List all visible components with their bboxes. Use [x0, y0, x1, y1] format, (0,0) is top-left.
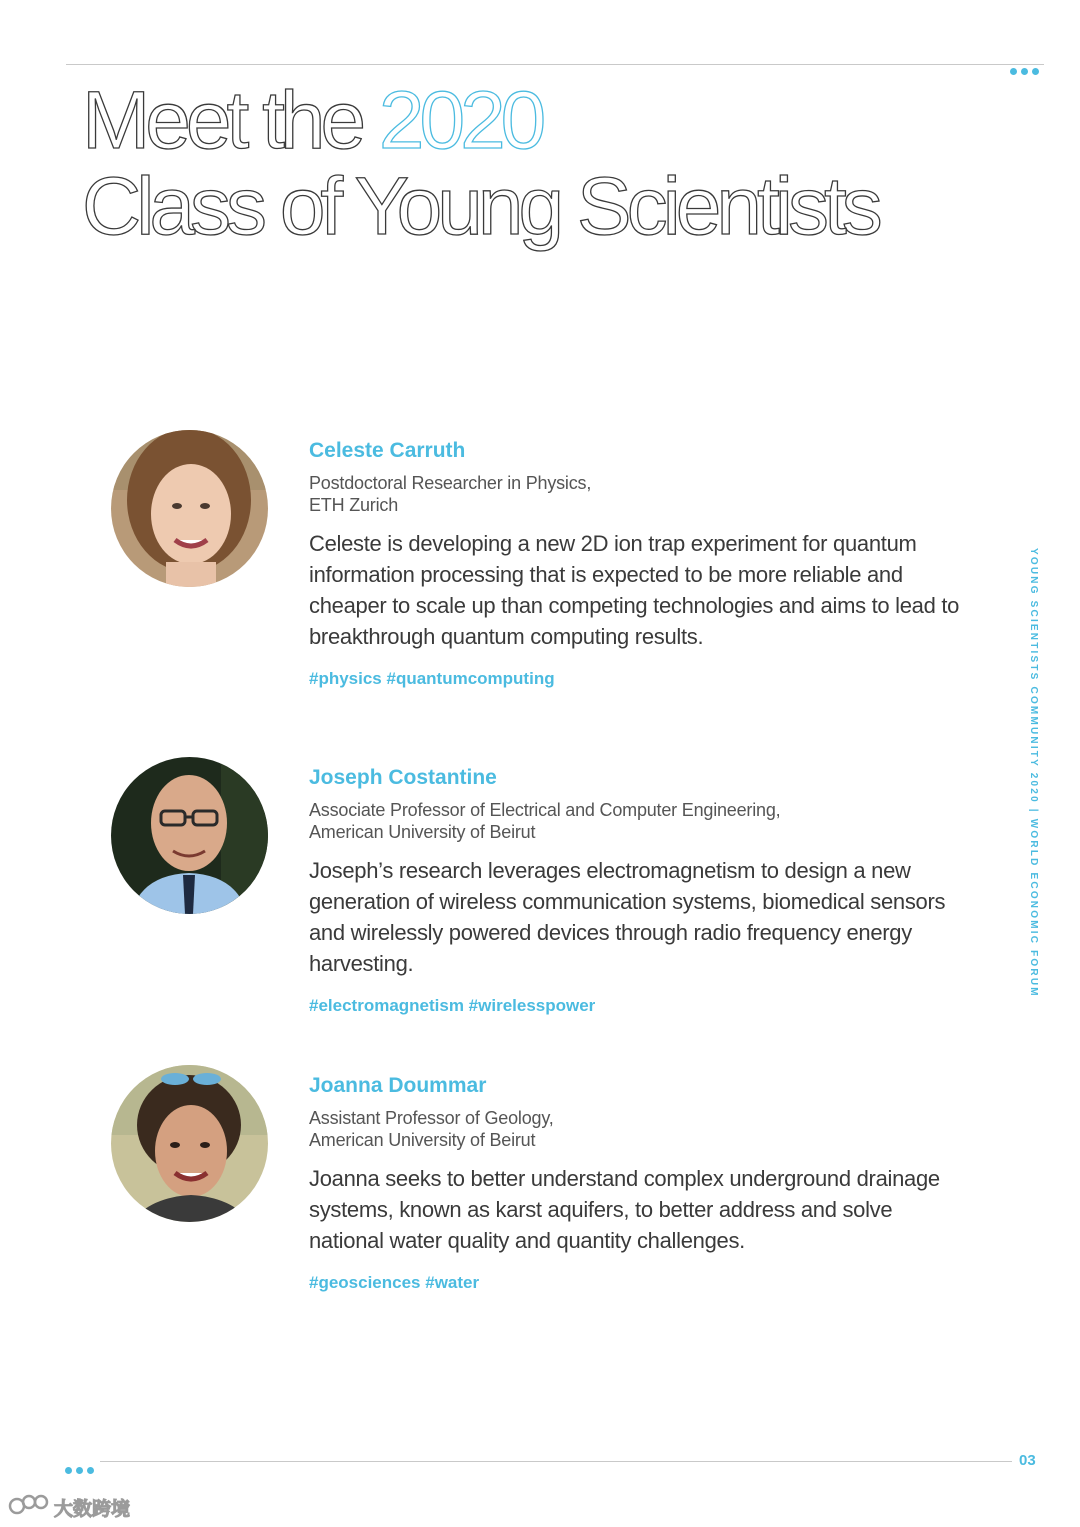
bottom-rule	[100, 1461, 1012, 1462]
dot	[1010, 68, 1017, 75]
profile-tags: #geosciences #water	[309, 1273, 480, 1292]
profile-name: Joseph Costantine	[309, 766, 497, 789]
watermark-logo-icon	[8, 1492, 50, 1523]
profile-info	[309, 765, 969, 1017]
dot	[1032, 68, 1039, 75]
portrait-photo	[111, 757, 268, 914]
title-line2: Class of Young Scientists	[82, 161, 878, 252]
profile-bio: Joseph’s research leverages electromagnetism to design a new generation of wireless communication systems, biomedical sensors and wirelessly powered devices through radio frequency energy harvesting.	[309, 858, 946, 976]
watermark	[8, 1492, 130, 1523]
title-line1	[82, 75, 541, 166]
top-rule	[66, 64, 1044, 65]
profile-tags: #electromagnetism #wirelesspower	[309, 996, 596, 1015]
watermark-text: 大数跨境	[54, 1498, 131, 1520]
dot	[76, 1467, 83, 1474]
dot	[87, 1467, 94, 1474]
profile-name: Joanna Doummar	[309, 1074, 487, 1097]
page-title	[82, 75, 878, 252]
page-number: 03	[1019, 1452, 1036, 1469]
profile-name: Celeste Carruth	[309, 439, 466, 462]
profile-bio: Celeste is developing a new 2D ion trap experiment for quantum information processing that is expected to be more reliable and cheaper to scale up than competing technologies and aims to lead to breakthrough quantum computing results.	[309, 531, 960, 649]
dot	[1021, 68, 1028, 75]
portrait-photo	[111, 430, 268, 587]
profile-role-institution: ETH Zurich	[309, 495, 399, 515]
profile-role	[309, 472, 969, 516]
decorative-dots-top	[1010, 68, 1039, 75]
dot	[65, 1467, 72, 1474]
profile-role-title: Assistant Professor of Geology,	[309, 1108, 554, 1128]
title-year: 2020	[378, 75, 542, 166]
profile-bio: Joanna seeks to better understand complex underground drainage systems, known as karst aquifers, to better address and solve national water quality and quantity challenges.	[309, 1166, 940, 1253]
profile-info	[309, 438, 969, 690]
profile-info	[309, 1073, 969, 1294]
portrait-photo	[111, 1065, 268, 1222]
profile-role-institution: American University of Beirut	[309, 1130, 536, 1150]
profile-role-institution: American University of Beirut	[309, 822, 536, 842]
profile-role-title: Postdoctoral Researcher in Physics,	[309, 473, 592, 493]
title-line1-prefix: Meet the	[82, 75, 379, 166]
profile-tags: #physics #quantumcomputing	[309, 669, 555, 688]
sidebar-vertical-text: YOUNG SCIENTISTS COMMUNITY 2020 | WORLD ECONOMIC FORUM	[1028, 548, 1039, 998]
decorative-dots-bottom	[65, 1467, 94, 1474]
profile-role	[309, 1107, 969, 1151]
profile-role-title: Associate Professor of Electrical and Computer Engineering,	[309, 800, 781, 820]
profile-role	[309, 799, 969, 843]
